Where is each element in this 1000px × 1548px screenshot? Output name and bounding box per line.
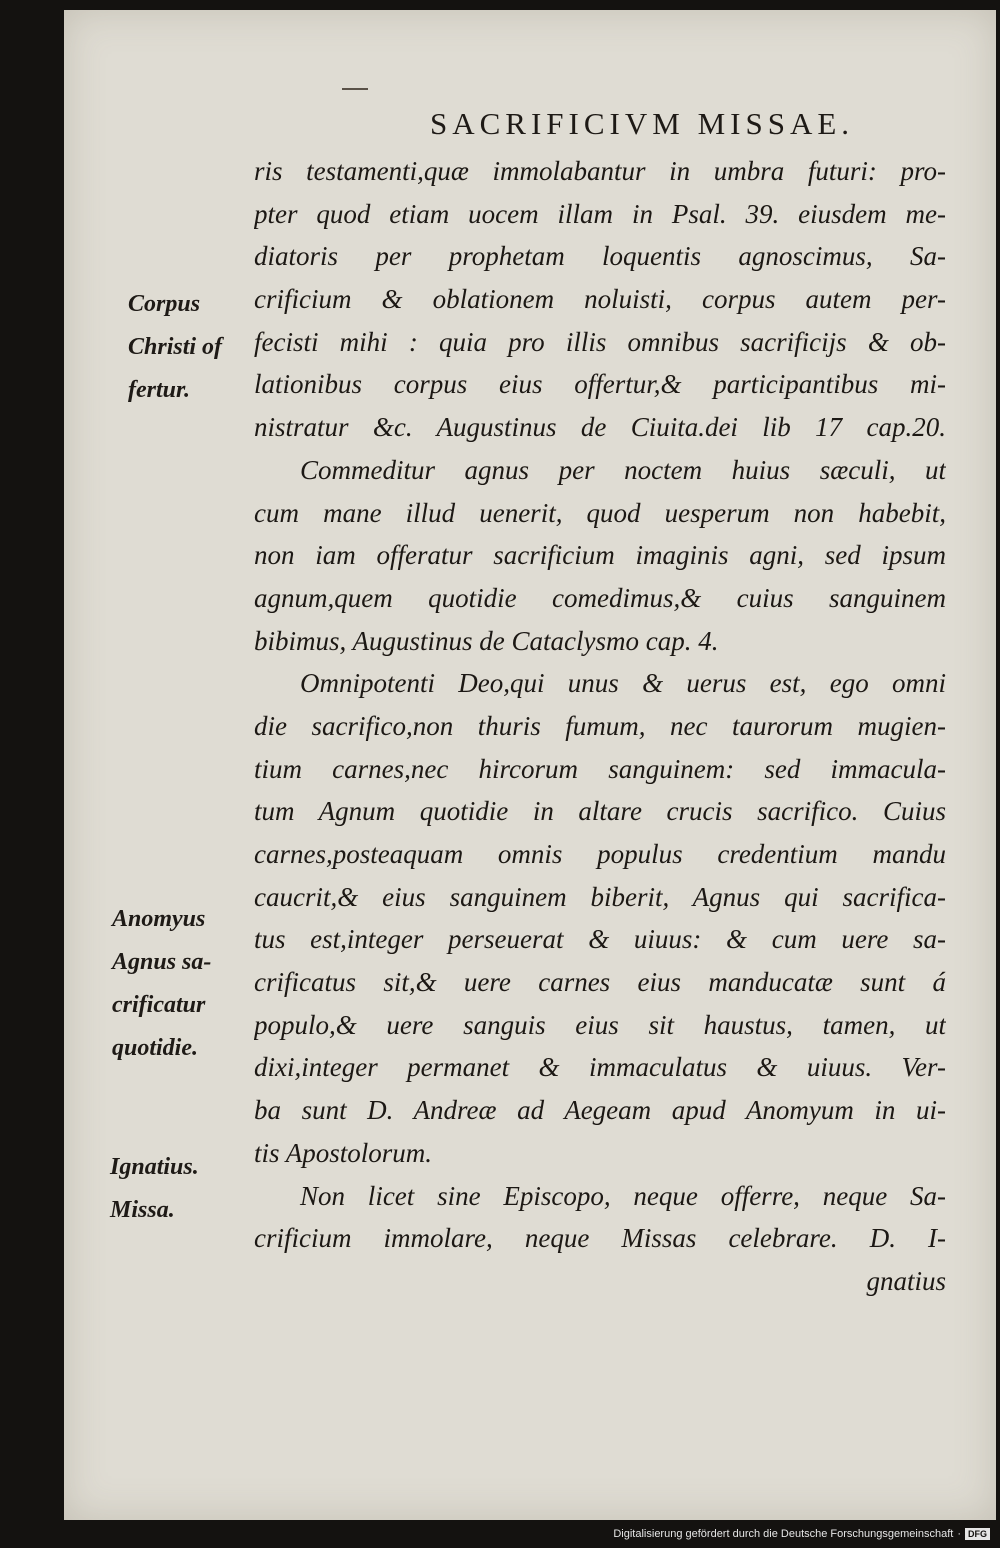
margin-note-line: Corpus <box>128 291 201 317</box>
margin-note-ignatius <box>110 1146 199 1232</box>
text-line: crificium & oblationem noluisti, corpus autem per- <box>254 284 946 315</box>
credit-text: Digitalisierung gefördert durch die Deutsche Forschungsgemeinschaft <box>613 1528 954 1540</box>
text-line: carnes,posteaquam omnis populus credentium mandu <box>254 839 946 869</box>
text-line: ris testamenti,quæ immolabantur in umbra futuri: pro- <box>254 156 946 186</box>
text-line: crificatus sit,& uere carnes eius manducatæ sunt á <box>254 967 946 998</box>
margin-note-line: quotidie. <box>112 1035 199 1061</box>
margin-note-line: Christi of <box>128 334 223 360</box>
text-line: tus est,integer perseuerat & uiuus: & cum uere sa- <box>254 924 946 955</box>
margin-note-line: crificatur <box>112 992 206 1018</box>
text-line: lationibus corpus eius offertur,& participantibus mi- <box>254 369 946 400</box>
text-line: caucrit,& eius sanguinem biberit, Agnus qui sacrifica- <box>254 881 946 912</box>
catchword: gnatius <box>866 1265 946 1296</box>
margin-note-line: Anomyus <box>112 906 206 932</box>
margin-note-anomyus <box>112 898 211 1070</box>
text-line: nistratur &c. Augustinus de Ciuita.dei lib 17 cap.20. <box>254 412 946 443</box>
text-line: tum Agnum quotidie in altare crucis sacrifico. Cuius <box>254 796 946 827</box>
text-line: agnum,quem quotidie comedimus,& cuius sanguinem <box>254 582 946 613</box>
text-line: fecisti mihi : quia pro illis omnibus sacrificijs & ob- <box>254 326 946 357</box>
body-text <box>254 150 946 1303</box>
text-line: Non licet sine Episcopo, neque offerre, neque Sa- <box>300 1180 946 1211</box>
text-line: populo,& uere sanguis eius sit haustus, tamen, ut <box>254 1009 946 1040</box>
text-line: pter quod etiam uocem illam in Psal. 39. eiusdem me- <box>254 198 946 229</box>
digitization-credit: Digitalisierung gefördert durch die Deutsche Forschungsgemeinschaft · DFG <box>613 1528 990 1540</box>
text-line: tis Apostolorum. <box>254 1137 433 1168</box>
text-line: die sacrifico,non thuris fumum, nec taurorum mugien- <box>254 710 946 741</box>
dfg-logo: DFG <box>965 1528 990 1540</box>
margin-note-corpus-christi <box>128 283 222 412</box>
text-line: tium carnes,nec hircorum sanguinem: sed immacula- <box>254 753 946 784</box>
text-line: bibimus, Augustinus de Cataclysmo cap. 4. <box>254 625 719 656</box>
running-head: SACRIFICIVM MISSAE. <box>430 106 855 141</box>
text-line: ba sunt D. Andreæ ad Aegeam apud Anomyum in ui- <box>254 1095 946 1126</box>
text-line: Commeditur agnus per noctem huius sæculi, ut <box>300 454 946 485</box>
margin-note-line: Missa. <box>110 1197 175 1223</box>
text-line: non iam offeratur sacrificium imaginis agni, sed ipsum <box>254 540 946 571</box>
text-line: dixi,integer permanet & immaculatus & uiuus. Ver- <box>254 1052 946 1083</box>
decorative-dash <box>342 88 368 90</box>
text-line: crificium immolare, neque Missas celebrare. D. I- <box>254 1223 946 1254</box>
margin-note-line: fertur. <box>128 377 191 403</box>
margin-note-line: Agnus sa- <box>112 949 212 975</box>
text-line: cum mane illud uenerit, quod uesperum non habebit, <box>254 497 946 528</box>
text-line: diatoris per prophetam loquentis agnoscimus, Sa- <box>254 241 946 272</box>
margin-note-line: Ignatius. <box>110 1154 199 1180</box>
text-line: Omnipotenti Deo,qui unus & uerus est, ego omni <box>300 668 946 699</box>
